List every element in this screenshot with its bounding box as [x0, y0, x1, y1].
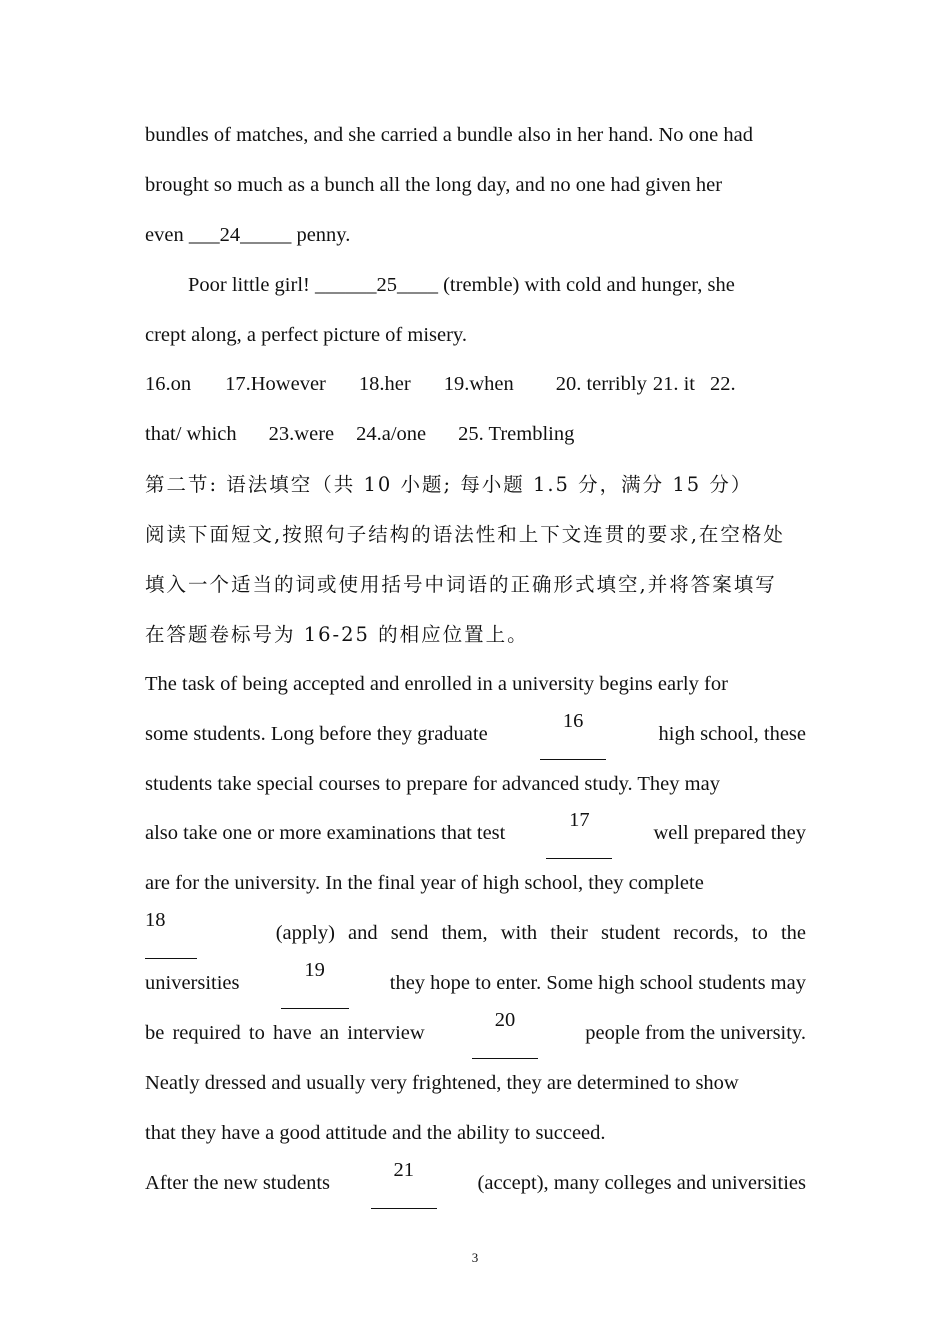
- passage-text: high school, these: [658, 722, 806, 745]
- answer-20: 20. terribly: [555, 373, 647, 396]
- story-text: bundles of matches, and she carried a bundle also in her hand. No one had: [145, 124, 753, 146]
- passage-text: be required to have an interview: [145, 1022, 425, 1045]
- instruction-text: 填入一个适当的词或使用括号中词语的正确形式填空,并将答案填写: [145, 573, 777, 597]
- passage-line-4: [145, 809, 806, 859]
- passage-line-3: [145, 760, 806, 810]
- passage-text: (apply) and send them, with their student records, to the: [275, 922, 806, 945]
- passage-line-11: [145, 1159, 806, 1209]
- passage-line-5: [145, 859, 806, 909]
- instruction-line-2: [145, 560, 806, 610]
- passage-text: some students. Long before they graduate: [145, 722, 488, 745]
- passage-line-10: [145, 1109, 806, 1159]
- answer-19: 19.when: [443, 373, 514, 396]
- passage-text: universities: [145, 972, 240, 995]
- blank-18: 18: [145, 909, 197, 959]
- answer-24: 24.a/one: [356, 423, 427, 446]
- story-text: even ___24_____ penny.: [145, 223, 351, 246]
- answer-22: 22.: [709, 373, 736, 396]
- story-line-3: [145, 211, 806, 261]
- section-heading-text: 第二节: 语法填空（共 10 小题; 每小题 1.5 分，满分 15 分）: [145, 473, 753, 497]
- section-heading: [145, 460, 806, 510]
- story-text: brought so much as a bunch all the long day, and no one had given her: [145, 173, 723, 196]
- passage-text: Neatly dressed and usually very frightened, they are determined to show: [145, 1071, 739, 1094]
- answer-17: 17.However: [225, 373, 326, 396]
- passage-line-2: [145, 710, 806, 760]
- story-line-4: [145, 261, 806, 311]
- answer-22-text: that/ which: [145, 423, 237, 446]
- passage-text: are for the university. In the final year of high school, they complete: [145, 872, 704, 895]
- answer-key-line-1: [145, 360, 806, 410]
- story-line-2: [145, 161, 806, 211]
- blank-19: 19: [281, 959, 349, 1009]
- story-line-1: [145, 111, 806, 161]
- passage-text: After the new students: [145, 1171, 331, 1194]
- answer-16: 16.on: [145, 373, 192, 396]
- passage-text: they hope to enter. Some high school students may: [389, 972, 806, 995]
- passage-line-1: [145, 660, 806, 710]
- passage-text: that they have a good attitude and the ability to succeed.: [145, 1121, 606, 1144]
- blank-20: 20: [472, 1009, 538, 1059]
- passage-line-6: [145, 909, 806, 959]
- answer-18: 18.her: [358, 373, 411, 396]
- blank-21: 21: [371, 1159, 437, 1209]
- instruction-text: 阅读下面短文,按照句子结构的语法性和上下文连贯的要求,在空格处: [145, 523, 785, 547]
- passage-line-9: [145, 1059, 806, 1109]
- answer-23: 23.were: [268, 423, 335, 446]
- passage-text: students take special courses to prepare for advanced study. They may: [145, 772, 720, 795]
- story-line-5: [145, 311, 806, 361]
- answer-key-line-2: [145, 410, 806, 460]
- passage-text: well prepared they: [653, 822, 806, 845]
- instruction-text: 在答题卷标号为 16-25 的相应位置上。: [145, 622, 529, 646]
- story-text: crept along, a perfect picture of misery.: [145, 323, 467, 346]
- page-number: 3: [471, 1250, 479, 1265]
- document-page: [145, 111, 806, 1209]
- passage-text: also take one or more examinations that test: [145, 822, 506, 845]
- answer-25: 25. Trembling: [458, 423, 575, 446]
- story-text: Poor little girl! ______25____ (tremble) with cold and hunger, she: [188, 273, 735, 296]
- passage-line-8: [145, 1009, 806, 1059]
- passage-line-7: [145, 959, 806, 1009]
- blank-16: 16: [540, 710, 606, 760]
- instruction-line-3: [145, 610, 806, 660]
- passage-text: people from the university.: [585, 1022, 806, 1045]
- passage-text: The task of being accepted and enrolled in a university begins early for: [145, 672, 728, 695]
- instruction-line-1: [145, 510, 806, 560]
- answer-21: 21. it: [652, 373, 695, 396]
- blank-17: 17: [546, 809, 612, 859]
- passage-text: (accept), many colleges and universities: [477, 1171, 806, 1194]
